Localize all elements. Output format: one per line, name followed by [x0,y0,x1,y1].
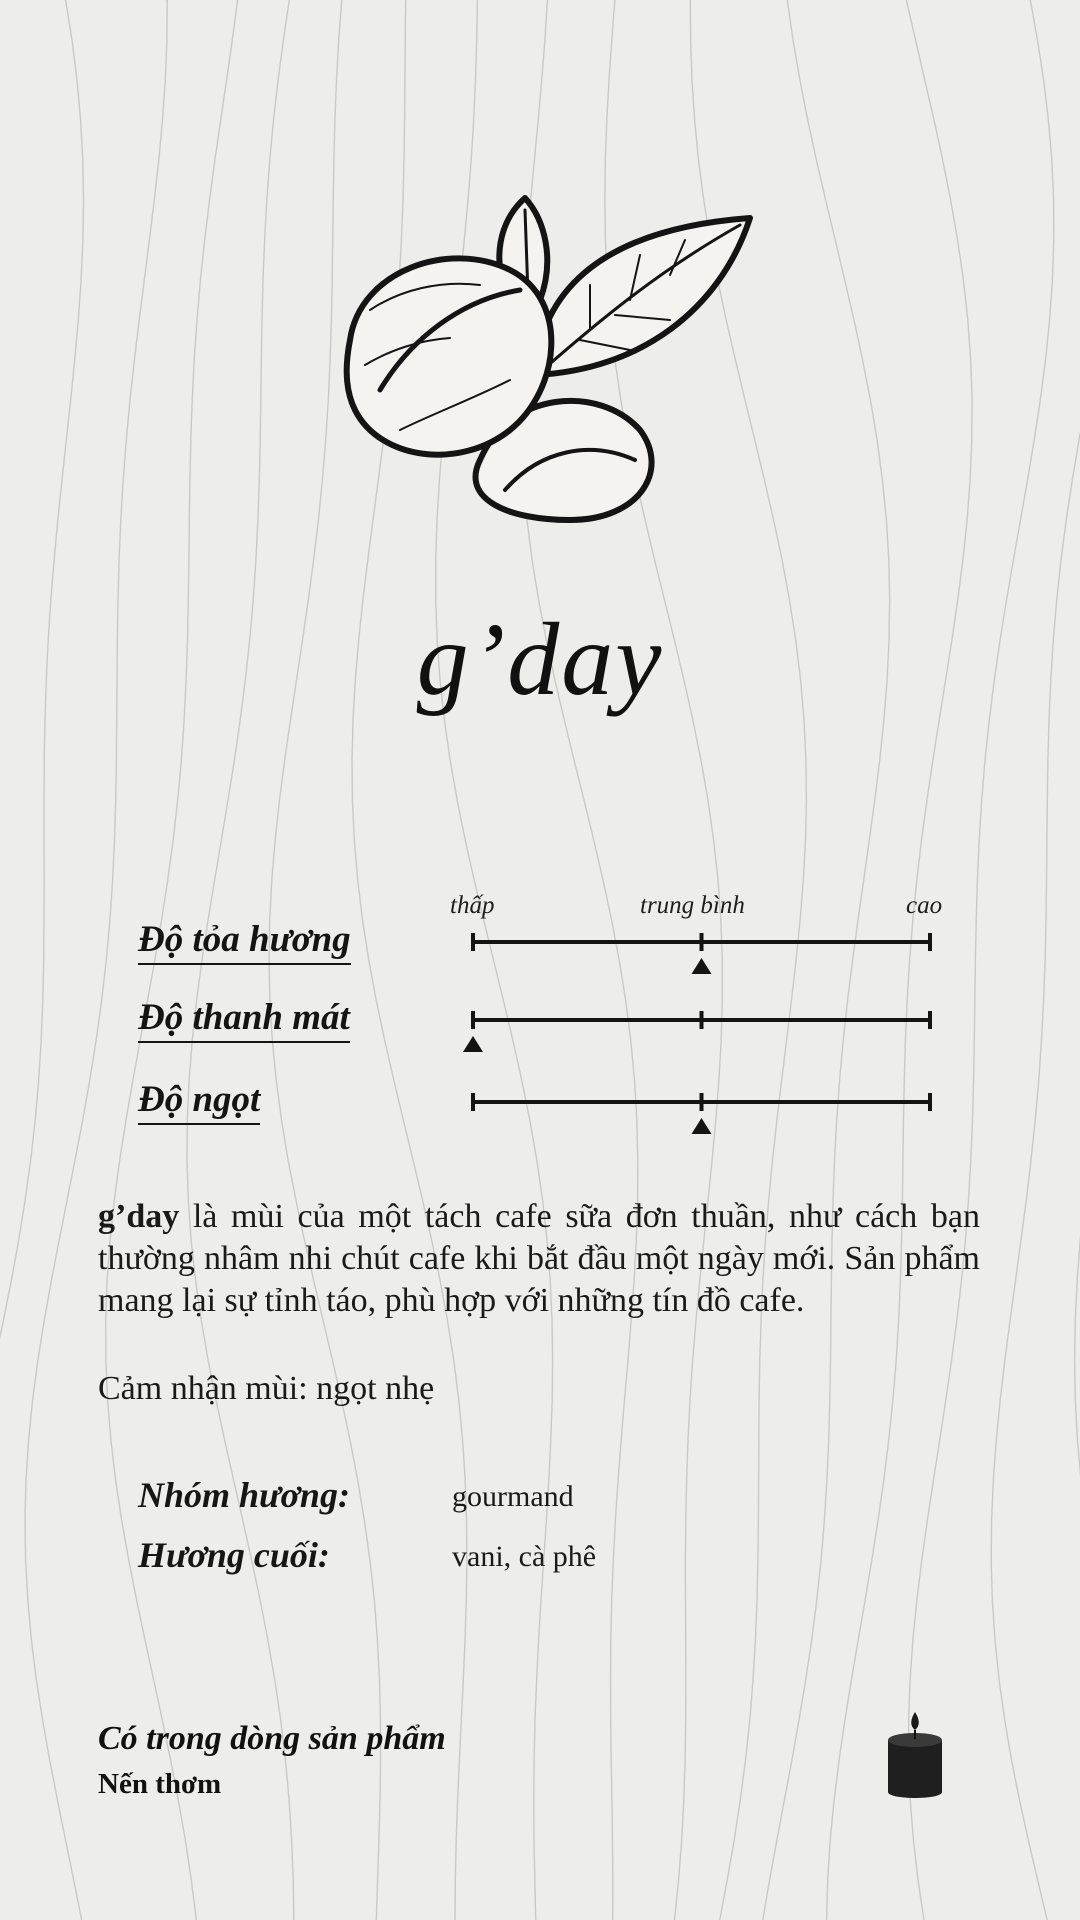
note-key-group: Nhóm hương: [138,1475,350,1515]
scale-marker [692,958,712,974]
product-name: g’day [416,602,664,717]
scale-marker [463,1036,483,1052]
footer-title: Có trong dòng sản phẩm [98,1720,446,1757]
product-description [98,1196,980,1322]
scale-marker [692,1118,712,1134]
scale-label-medium: trung bình [640,892,745,919]
footer-subtitle: Nến thơm [98,1768,222,1800]
scent-feel: Cảm nhận mùi: ngọt nhẹ [98,1370,435,1407]
coffee-beans-with-leaves-icon [340,190,760,530]
scale-label-high: cao [906,892,943,919]
attribute-scales [460,920,960,1160]
attribute-label-freshness: Độ thanh mát [138,996,350,1043]
attribute-label-sweetness: Độ ngọt [138,1078,260,1125]
description-name: g’day [98,1198,180,1235]
description-text: là mùi của một tách cafe sữa đơn thuần, như cách bạn thường nhâm nhi chút cafe khi bắt đầu một ngày mới. Sản phẩm mang lại sự tỉnh táo, phù hợp với những tín đồ cafe. [98,1198,980,1319]
note-value-base: vani, cà phê [452,1540,597,1573]
note-key-base: Hương cuối: [138,1535,330,1575]
scale-label-low: thấp [450,892,495,919]
wave-line [1075,0,1080,1920]
attribute-label-fragrance: Độ tỏa hương [138,918,351,965]
wave-line [991,0,1080,1920]
note-value-group: gourmand [452,1480,574,1513]
wave-line [0,0,83,1920]
candle-icon [880,1710,950,1802]
